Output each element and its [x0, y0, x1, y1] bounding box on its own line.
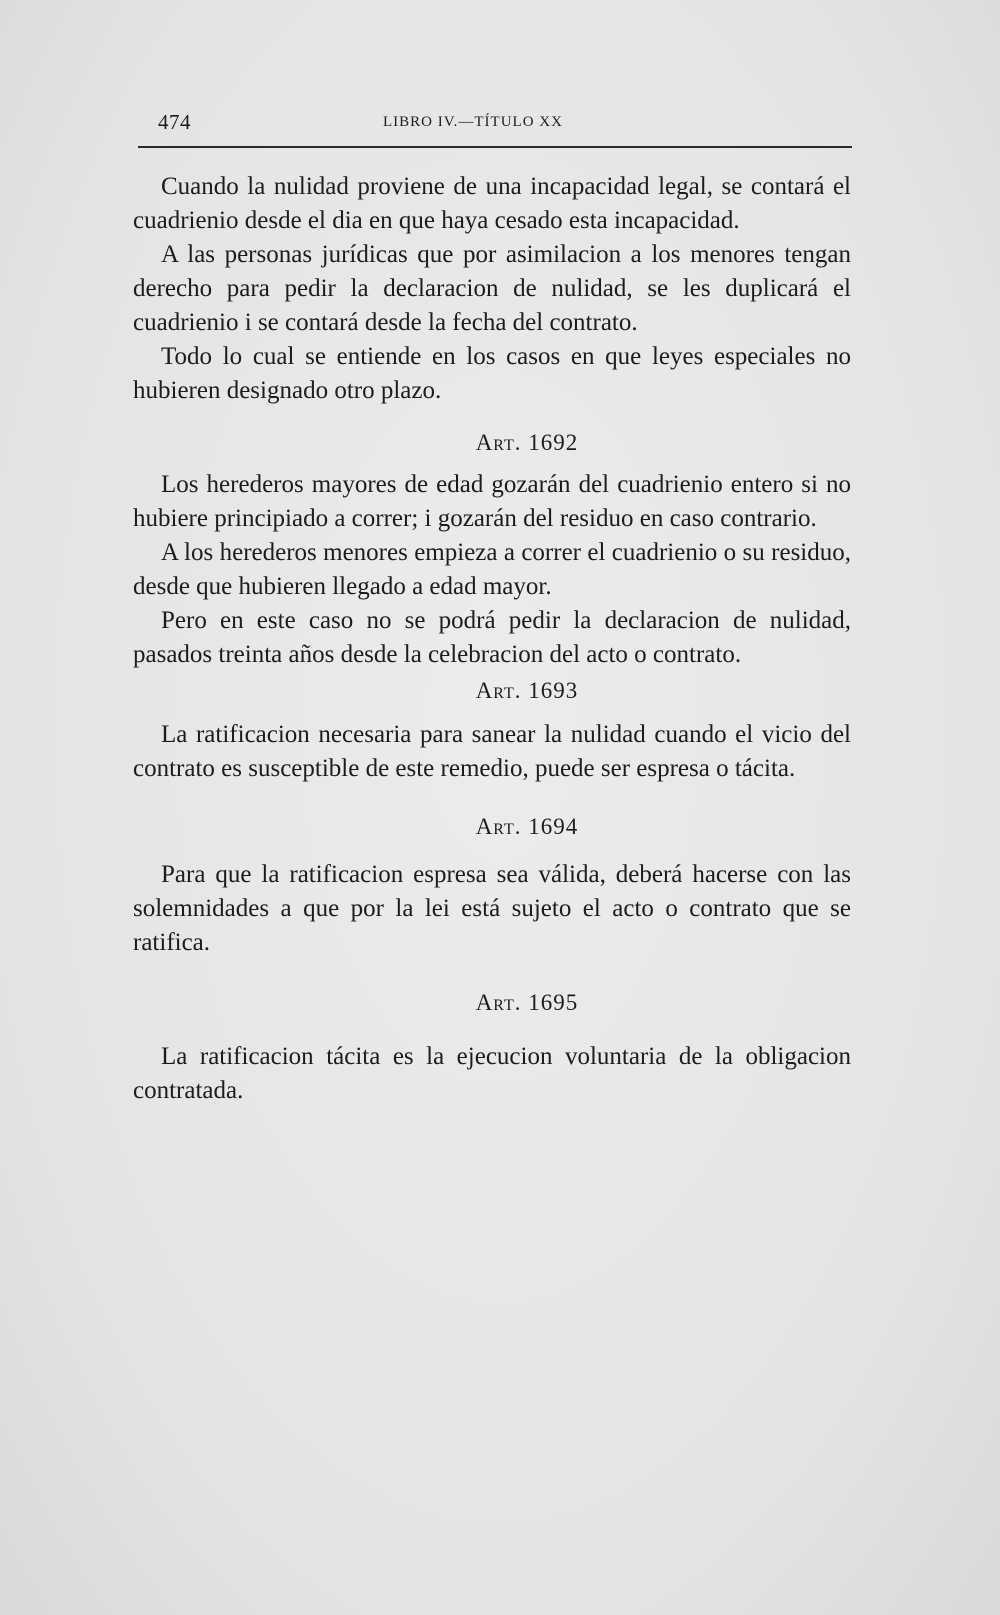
paragraph: Para que la ratificacion espresa sea válida, deberá hacerse con las solemnidades a que por la lei está sujeto el acto o contrato que se ratifica.: [133, 861, 851, 956]
paragraph: Pero en este caso no se podrá pedir la declaracion de nulidad, pasados treinta años desde la celebracion del acto o contrato.: [133, 607, 851, 668]
paragraph: La ratificacion necesaria para sanear la nulidad cuando el vicio del contrato es susceptible de este remedio, puede ser espresa o tácita.: [133, 721, 851, 782]
article-label: Art.: [475, 814, 522, 839]
paragraph: A los herederos menores empieza a correr el cuadrienio o su residuo, desde que hubieren llegado a edad mayor.: [133, 539, 851, 600]
article-heading-1693: [133, 674, 851, 708]
paragraph: Los herederos mayores de edad gozarán del cuadrienio entero si no hubiere principiado a correr; i gozarán del residuo en caso contrario.: [133, 471, 851, 532]
page-body: [133, 170, 851, 1108]
page-number: 474: [158, 110, 191, 134]
article-label: Art.: [475, 678, 522, 703]
paragraph: Todo lo cual se entiende en los casos en que leyes especiales no hubieren designado otro plazo.: [133, 343, 851, 404]
paragraph: A las personas jurídicas que por asimilacion a los menores tengan derecho para pedir la declaracion de nulidad, se les duplicará el cuadrienio i se contará desde la fecha del contrato.: [133, 241, 851, 336]
page-header: [138, 108, 852, 138]
article-number: 1694: [528, 814, 579, 839]
article-number: 1692: [528, 430, 579, 455]
article-heading-1695: [133, 986, 851, 1020]
article-heading-1692: [133, 426, 851, 460]
paragraph: Cuando la nulidad proviene de una incapacidad legal, se contará el cuadrienio desde el dia en que haya cesado esta incapacidad.: [133, 173, 851, 234]
article-number: 1695: [528, 990, 579, 1015]
article-heading-1694: [133, 810, 851, 844]
running-head: LIBRO IV.—TÍTULO XX: [383, 114, 563, 130]
article-label: Art.: [475, 430, 522, 455]
article-number: 1693: [528, 678, 579, 703]
article-label: Art.: [475, 990, 522, 1015]
paragraph: La ratificacion tácita es la ejecucion voluntaria de la obligacion contratada.: [133, 1043, 851, 1104]
header-rule: [138, 146, 852, 148]
